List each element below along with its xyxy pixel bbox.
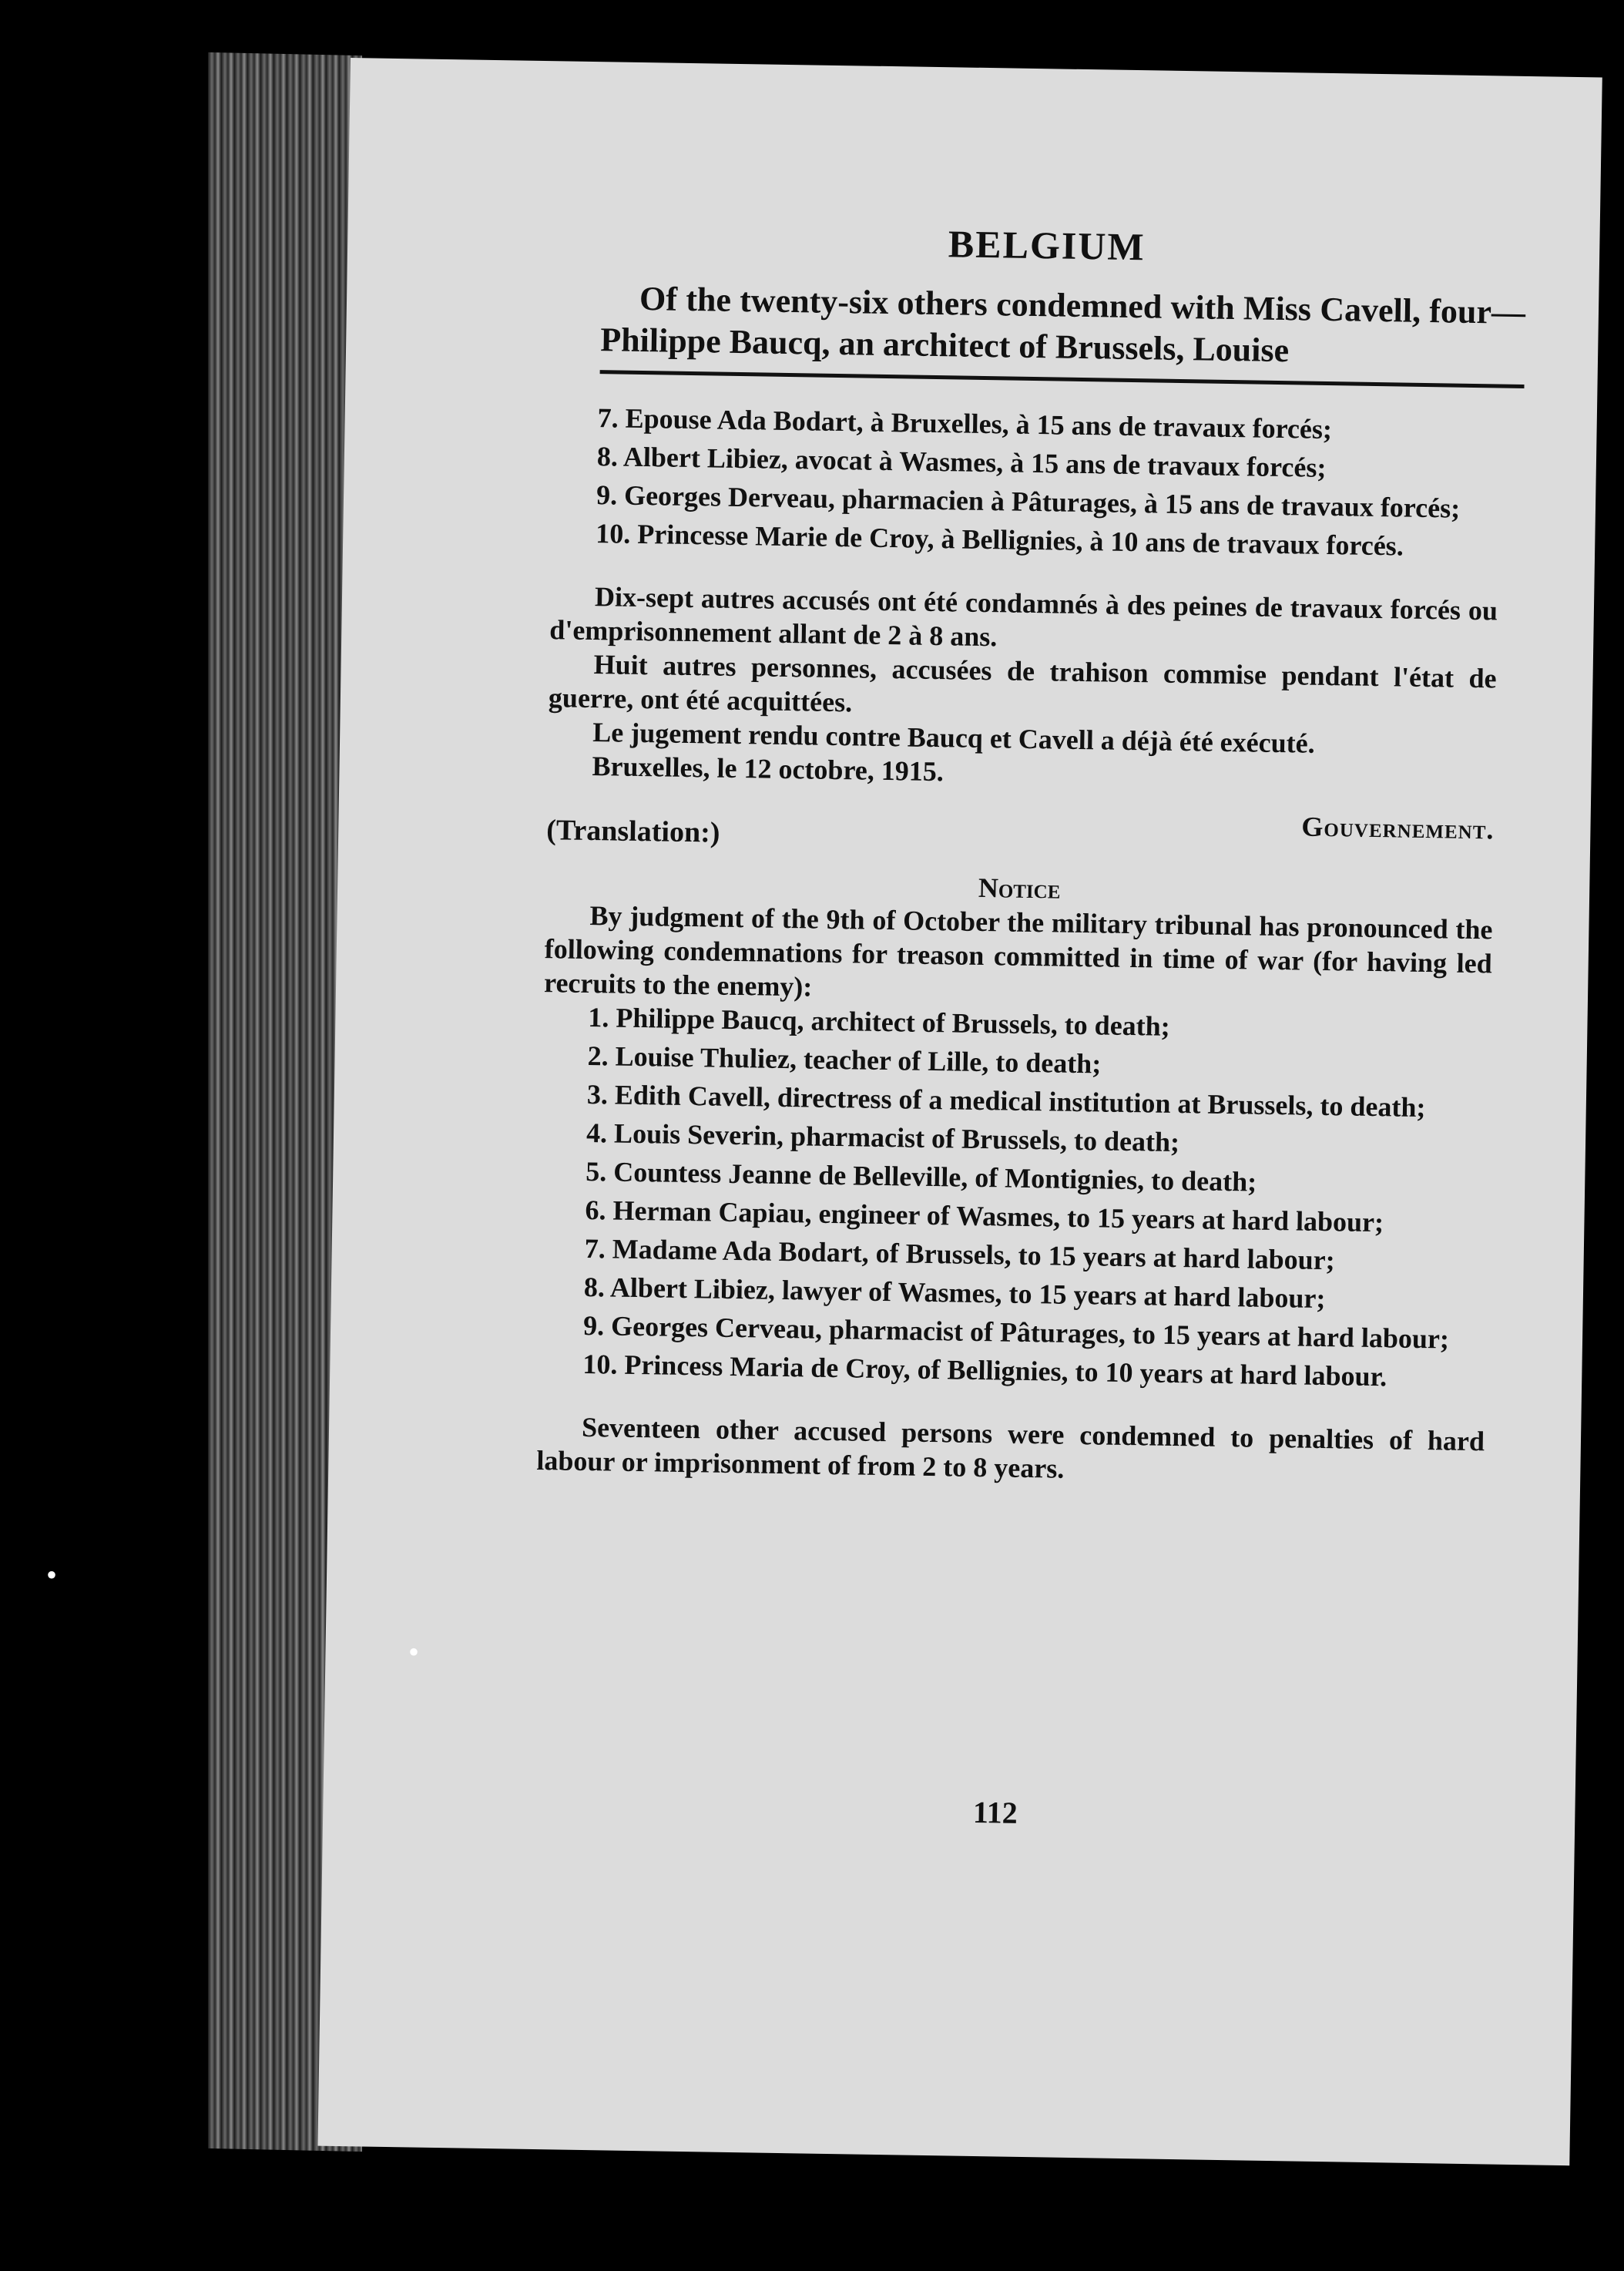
english-item: 5. Countess Jeanne de Belleville, of Montignies, to death;: [586, 1155, 1257, 1198]
english-item: 6. Herman Capiau, engineer of Wasmes, to 15 years at hard labour;: [585, 1194, 1384, 1238]
french-date-line: Bruxelles, le 12 octobre, 1915.: [592, 751, 945, 788]
french-item: 9. Georges Derveau, pharmacien à Pâturages, à 15 ans de travaux forcés;: [596, 479, 1461, 524]
scan-speck: •: [46, 1557, 58, 1592]
page-number: 112: [972, 1794, 1018, 1830]
english-item: 1. Philippe Baucq, architect of Brussels, to death;: [588, 1002, 1171, 1042]
english-item: 2. Louise Thuliez, teacher of Lille, to death;: [587, 1040, 1102, 1080]
intro-paragraph: [600, 277, 1526, 375]
english-item: 3. Edith Cavell, directress of a medical institution at Brussels, to death;: [586, 1078, 1426, 1124]
french-item: 7. Epouse Ada Bodart, à Bruxelles, à 15 ans de travaux forcés;: [597, 402, 1333, 445]
french-paragraph: Dix-sept autres accusés ont été condamnés à des peines de travaux forcés ou d'emprisonnement allant de 2 à 8 ans.: [549, 581, 1498, 653]
translation-label: (Translation:): [545, 814, 720, 849]
document-body: [536, 400, 1501, 1492]
running-head: BELGIUM: [948, 222, 1146, 269]
intro-text: Of the twenty-six others condemned with Miss Cavell, four—Philippe Baucq, an architect of Brussels, Louise: [599, 279, 1526, 370]
english-item: 4. Louis Severin, pharmacist of Brussels, to death;: [586, 1117, 1180, 1158]
notice-heading: Notice: [978, 872, 1061, 905]
french-paragraph: Le jugement rendu contre Baucq et Cavell a déjà été exécuté.: [592, 717, 1315, 759]
english-item: 8. Albert Libiez, lawyer of Wasmes, to 15 years at hard labour;: [583, 1271, 1326, 1315]
book-page: [317, 58, 1602, 2165]
english-item: 10. Princess Maria de Croy, of Bellignies, to 10 years at hard labour.: [582, 1348, 1387, 1392]
french-item: 10. Princesse Marie de Croy, à Bellignies, à 10 ans de travaux forcés.: [596, 518, 1404, 562]
signature: Gouvernement.: [1301, 811, 1495, 845]
french-paragraph: Huit autres personnes, accusées de trahison commise pendant l'état de guerre, ont été acquittées.: [548, 649, 1497, 718]
signature-row: [546, 798, 1495, 858]
scan-speck: •: [408, 1634, 420, 1669]
notice-intro: By judgment of the 9th of October the military tribunal has pronounced the following condemnations for treason committed in time of war (for having led recruits to the enemy):: [543, 900, 1493, 1003]
french-item: 8. Albert Libiez, avocat à Wasmes, à 15 ans de travaux forcés;: [596, 441, 1327, 483]
english-item: 7. Madame Ada Bodart, of Brussels, to 15 years at hard labour;: [584, 1232, 1335, 1276]
english-closing: Seventeen other accused persons were condemned to penalties of hard labour or imprisonment of from 2 to 8 years.: [536, 1411, 1485, 1484]
english-item: 9. Georges Cerveau, pharmacist of Pâturages, to 15 years at hard labour;: [582, 1309, 1450, 1355]
